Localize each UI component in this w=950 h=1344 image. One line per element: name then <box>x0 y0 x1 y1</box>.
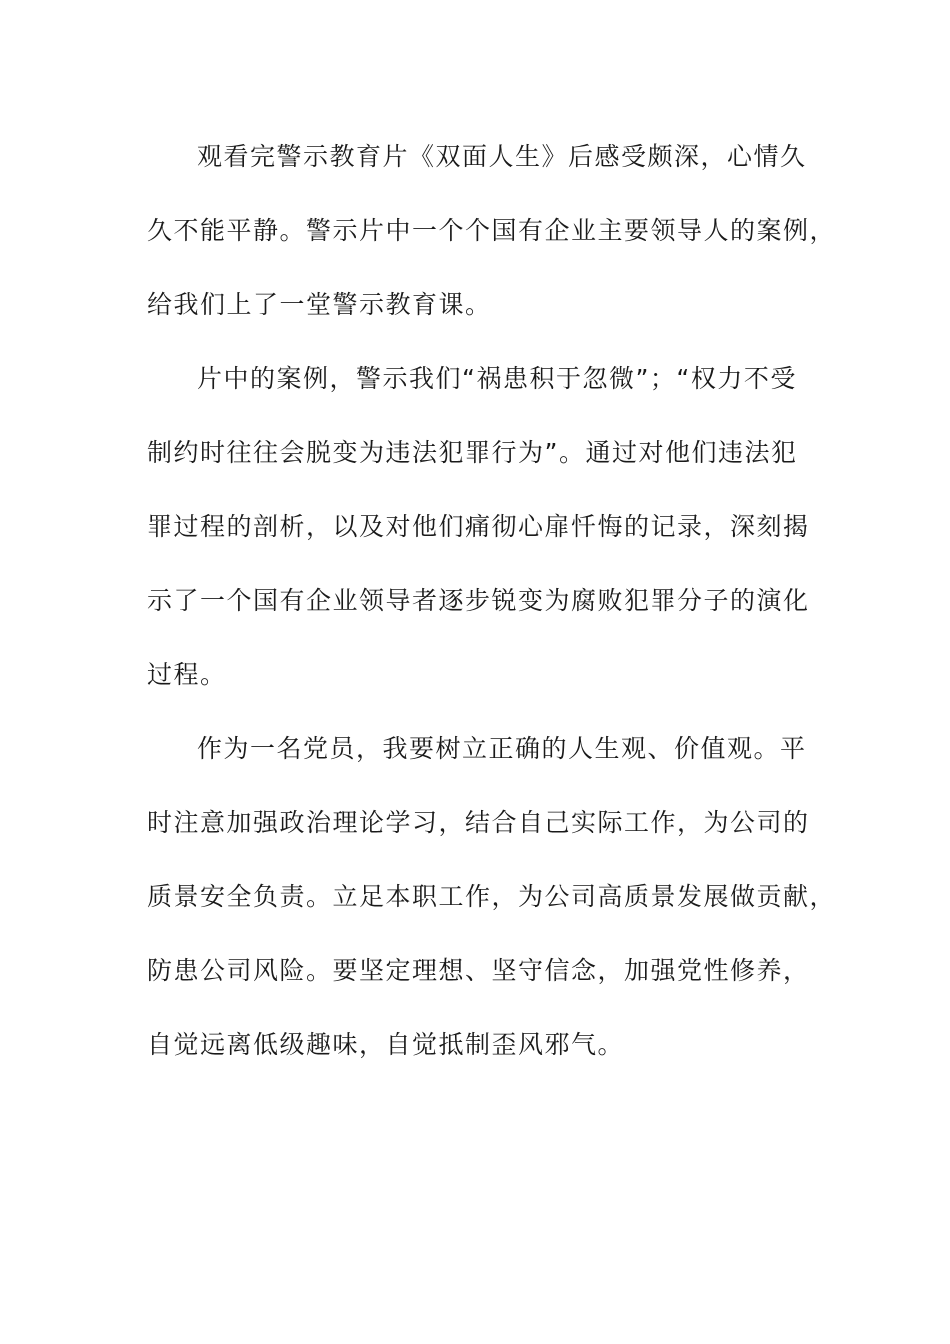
paragraph-line: 罪过程的剖析，以及对他们痛彻心扉忏悔的记录，深刻揭 <box>147 512 810 541</box>
paragraph-line: 给我们上了一堂警示教育课。 <box>147 290 492 319</box>
paragraph-line: 过程。 <box>147 660 227 689</box>
paragraph-line: 示了一个国有企业领导者逐步锐变为腐败犯罪分子的演化 <box>147 586 810 615</box>
paragraph-line: 制约时往往会脱变为违法犯罪行为”。通过对他们违法犯 <box>147 438 798 467</box>
paragraph-line: 防患公司风险。要坚定理想、坚守信念，加强党性修养， <box>147 956 810 985</box>
paragraph-line: 自觉远离低级趣味，自觉抵制歪风邪气。 <box>147 1030 625 1059</box>
paragraph-line: 作为一名党员，我要树立正确的人生观、价值观。平 <box>197 734 807 763</box>
paragraph-3 <box>147 712 837 1082</box>
paragraph-1 <box>147 120 837 342</box>
paragraph-line: 质景安全负责。立足本职工作，为公司高质景发展做贡献， <box>147 882 837 911</box>
paragraph-2 <box>147 342 810 712</box>
paragraph-line: 久不能平静。警示片中一个个国有企业主要领导人的案例， <box>147 216 837 245</box>
paragraph-line: 时注意加强政治理论学习，结合自己实际工作，为公司的 <box>147 808 810 837</box>
paragraph-line: 观看完警示教育片《双面人生》后感受颇深，心情久 <box>197 142 807 171</box>
paragraph-line: 片中的案例，警示我们“祸患积于忽微”；“权力不受 <box>197 364 797 393</box>
document-body <box>147 120 837 1082</box>
